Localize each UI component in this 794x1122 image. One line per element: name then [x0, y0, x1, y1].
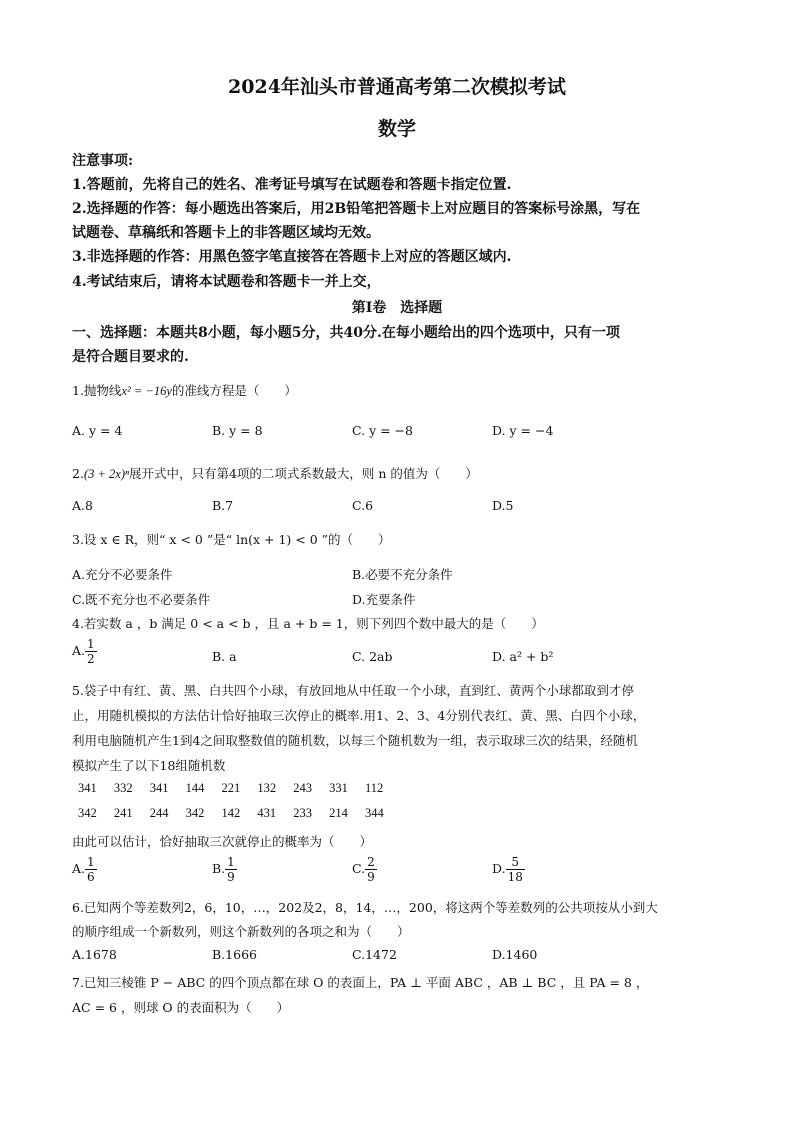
q3-option-d: D.充要条件 — [352, 592, 416, 607]
question-5-line: 模拟产生了以下18组随机数 — [72, 758, 226, 773]
q5-option-c-fraction: $\frac{2}{9}$ — [367, 855, 375, 884]
notice-item: 试题卷、草稿纸和答题卡上的非答题区域均无效。 — [72, 225, 380, 241]
notice-item: 3.非选择题的作答：用黑色签字笔直接答在答题卡上对应的答题区域内. — [72, 249, 512, 265]
notice-item: 1.答题前，先将自己的姓名、准考证号填写在试题卷和答题卡指定位置. — [72, 177, 512, 193]
exam-title: 2024年汕头市普通高考第二次模拟考试 — [228, 76, 566, 98]
q2-equation: (3 + 2x)ⁿ — [83, 467, 129, 481]
random-numbers-row-2: 342 241 244 342 142 431 233 214 344 — [78, 806, 384, 820]
q3-option-a: A.充分不必要条件 — [72, 567, 173, 582]
question-7-cont: AC = 6 ，则球 O 的表面积为（ ） — [72, 1000, 290, 1015]
question-6-cont: 的顺序组成一个新数列，则这个新数列的各项之和为（ ） — [72, 924, 410, 939]
question-2: 2.(3 + 2x)ⁿ展开式中，只有第4项的二项式系数最大，则 n 的值为（ ） — [72, 466, 478, 481]
q2-option-a: A.8 — [72, 498, 93, 513]
q4-option-c: C. 2ab — [352, 649, 393, 664]
subject-title: 数学 — [377, 118, 416, 140]
question-5-line: 止，用随机模拟的方法估计恰好抽取三次停止的概率.用1、2、3、4分别代表红、黄、黑、白四个小球， — [72, 708, 646, 723]
notice-item: 2.选择题的作答：每小题选出答案后，用2B铅笔把答题卡上对应题目的答案标号涂黑，写在 — [72, 201, 641, 217]
q5-option-c: C. $\frac{2}{9}$ — [352, 855, 375, 884]
question-5-line: 利用电脑随机产生1到4之间取整数值的随机数，以每三个随机数为一组，表示取球三次的结果，经随机 — [72, 733, 638, 748]
question-3: 3.设 x ∈ R，则“ x < 0 ”是“ ln(x + 1) < 0 ”的（ ） — [72, 532, 391, 547]
notice-item: 4.考试结束后，请将本试题卷和答题卡一并上交， — [72, 274, 381, 290]
q4-option-b: B. a — [212, 649, 237, 664]
q5-option-a: A. $\frac{1}{6}$ — [72, 855, 95, 884]
part-heading: 第Ⅰ卷 选择题 — [351, 300, 443, 316]
q6-option-c: C.1472 — [352, 947, 397, 962]
q1-option-d: D. y = −4 — [492, 423, 554, 438]
q5-option-b-fraction: $\frac{1}{9}$ — [227, 855, 235, 884]
q3-option-b: B.必要不充分条件 — [352, 567, 453, 582]
notice-heading: 注意事项: — [72, 153, 134, 169]
q5-option-d-fraction: $\frac{5}{18}$ — [507, 855, 523, 884]
q4-option-d: D. a² + b² — [492, 649, 554, 664]
q1-option-c: C. y = −8 — [352, 423, 413, 438]
q6-option-d: D.1460 — [492, 947, 538, 962]
q2-option-c: C.6 — [352, 498, 374, 513]
q2-option-b: B.7 — [212, 498, 234, 513]
q2-option-d: D.5 — [492, 498, 514, 513]
question-5-ask: 由此可以估计，恰好抽取三次就停止的概率为（ ） — [72, 834, 373, 849]
q6-option-b: B.1666 — [212, 947, 257, 962]
q4-option-a-fraction: $\frac{1}{2}$ — [87, 637, 95, 666]
random-numbers-row-1: 341 332 341 144 221 132 243 331 112 — [78, 781, 384, 795]
q1-option-b: B. y = 8 — [212, 423, 263, 438]
question-5-line: 5.袋子中有红、黄、黑、白共四个小球，有放回地从中任取一个小球，直到红、黄两个小球都取到才停 — [72, 683, 634, 698]
section-heading-cont: 是符合题目要求的. — [72, 349, 189, 365]
q5-option-b: B. $\frac{1}{9}$ — [212, 855, 235, 884]
question-6: 6.已知两个等差数列2，6，10，…，202及2，8，14，…，200，将这两个等差数列的公共项按从小到大 — [72, 900, 658, 915]
section-heading: 一、选择题：本题共8小题，每小题5分，共40分.在每小题给出的四个选项中，只有一项 — [72, 325, 620, 341]
q5-option-a-fraction: $\frac{1}{6}$ — [87, 855, 95, 884]
q6-option-a: A.1678 — [72, 947, 117, 962]
q1-option-a: A. y = 4 — [72, 423, 123, 438]
q1-equation: x² = −16y — [121, 384, 172, 398]
question-7: 7.已知三棱锥 P − ABC 的四个顶点都在球 O 的表面上，PA ⊥ 平面 ABC ，AB ⊥ BC ，且 PA = 8 ， — [72, 975, 649, 990]
q4-option-a: A. $\frac{1}{2}$ — [72, 637, 95, 666]
q3-option-c: C.既不充分也不必要条件 — [72, 592, 211, 607]
question-1: 1.抛物线x² = −16y的准线方程是（ ） — [72, 383, 297, 398]
q5-option-d: D. $\frac{5}{18}$ — [492, 855, 523, 884]
question-4: 4.若实数 a ，b 满足 0 < a < b ，且 a + b = 1，则下列四个数中最大的是（ ） — [72, 616, 544, 631]
